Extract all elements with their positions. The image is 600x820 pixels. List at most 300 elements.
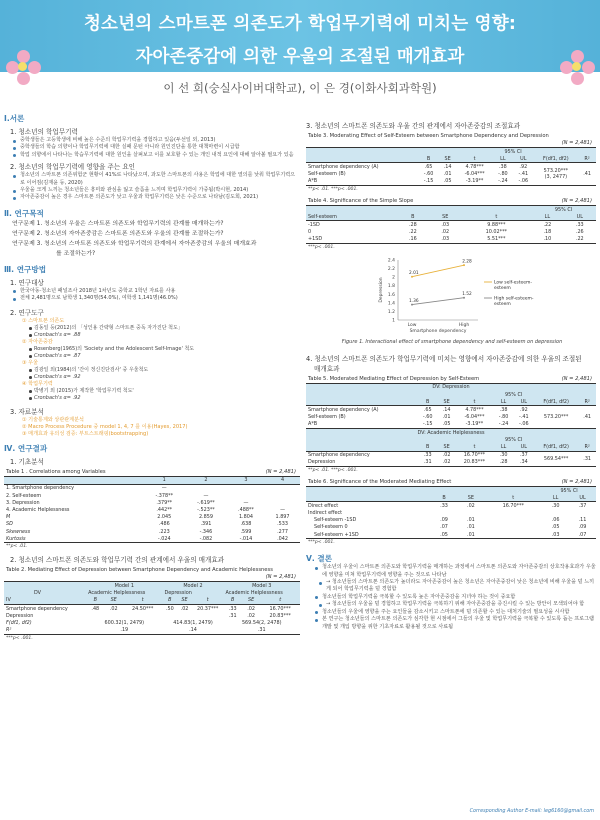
table-cell (484, 531, 542, 539)
conclusion-bullet: 본 연구는 청소년들의 스마트폰 의존도가 심각한 현 시점에서 그들의 우울 및 학업무기력을 극복할 수 있도록 돕는 프로그램 개발 및 개입 방향을 위한 기초자료로 활용될 것으로 사료됨 (322, 616, 596, 631)
t5-ci-2: 95% CI (505, 436, 523, 443)
table-header-cell: UL (576, 213, 583, 220)
research-question-cont: 를 조절하는가? (56, 250, 96, 257)
table-header-cell: B (426, 398, 430, 405)
y-tick-label: 1.2 (387, 309, 395, 315)
table-6-note: ***p< .001. (308, 540, 335, 546)
data-label: 1.52 (462, 292, 472, 298)
table-cell: .223 (158, 528, 170, 535)
table-cell: .03 (441, 221, 450, 228)
section-purpose-title: Ⅱ. 연구목적 (4, 208, 44, 218)
table-cell: .379** (156, 499, 173, 506)
table-cell: -.378** (155, 492, 174, 499)
table-row (306, 406, 596, 414)
table-cell: 2.045 (157, 514, 172, 521)
figure-1-caption: Figure 1. Interactional effect of smartphone dependency and self-esteem on depression (341, 338, 563, 345)
table-header-cell: B (93, 597, 97, 604)
table-header-cell: t (141, 597, 144, 604)
table-cell: .28 (408, 221, 417, 228)
table-5-caption (308, 376, 596, 382)
table-1-caption (6, 469, 300, 475)
legend-label: High self-esteem- (494, 296, 534, 302)
poster-header (0, 0, 600, 108)
table-cell: .30 (551, 502, 560, 509)
table-row (4, 528, 300, 535)
table-cell: Skewness (6, 528, 31, 535)
t2-dv-2: Depression (164, 590, 192, 597)
table-cell: .34 (519, 459, 528, 466)
table-cell: -.15 (422, 421, 433, 428)
y-tick-label: 2.4 (387, 258, 395, 264)
section-introduction-title: Ⅰ.서론 (4, 114, 25, 123)
t2-dv-1: Academic Helplessness (88, 590, 146, 597)
flower-decoration-right (560, 50, 594, 84)
table-cell: 1.804 (238, 514, 253, 521)
table-cell (123, 612, 163, 619)
table-cell: 3. Depression (6, 499, 40, 506)
table-cell: .03 (551, 531, 560, 538)
instrument-detail: 김동일 등(2012)의 「성인용 간략형 스마트폰 중독 자가진단 척도」 (34, 325, 300, 332)
table-cell: A*B (308, 178, 318, 185)
table-cell: .18 (543, 229, 552, 236)
table-row (4, 492, 300, 499)
table-row (4, 535, 300, 543)
table-cell: .05 (551, 524, 560, 531)
table-header-cell (306, 443, 418, 451)
table-cell: .488** (238, 507, 254, 513)
table-header-cell: R² (584, 443, 590, 450)
data-label: 1.36 (409, 298, 419, 304)
table-cell (86, 612, 104, 619)
title-banner (0, 0, 600, 72)
table-header-cell: R² (584, 398, 590, 405)
table-row (306, 229, 596, 236)
method-heading-2: 2. 연구도구 (10, 308, 44, 317)
table-3-caption (308, 133, 596, 139)
table-header-cell: 3 (244, 477, 248, 484)
table-cell: .042 (277, 535, 288, 542)
table-cell: 9.88*** (487, 221, 506, 228)
table-header-cell (4, 476, 143, 484)
table-cell: .65 (424, 163, 433, 170)
table-cell: 414.83(1, 2479) (173, 619, 213, 626)
table-header-cell: 2 (204, 477, 208, 484)
table-4-n: (N = 2,481) (561, 197, 592, 204)
table-cell: Kurtosis (6, 535, 26, 542)
table-cell: -3.19** (465, 178, 484, 185)
y-tick-label: 2.2 (387, 266, 395, 272)
table-cell: .09 (578, 524, 587, 531)
table-cell: 16.70*** (502, 502, 524, 509)
table-cell: — (203, 492, 209, 499)
intro-heading-1: 1. 청소년의 학업무기력 (10, 128, 78, 136)
table-header-cell: F(df1, df2) (543, 398, 569, 405)
table-cell: -.80 (498, 414, 509, 421)
table-cell (265, 484, 300, 492)
table-cell: 2. Self-esteem (6, 492, 42, 499)
table-cell: .33 (575, 221, 584, 228)
table-header-cell: SE (467, 494, 474, 501)
table-cell: 1.897 (275, 514, 290, 521)
x-axis-label: Smartphone dependency (409, 328, 467, 334)
table-cell: Smartphone dependency (A) (308, 163, 379, 170)
results-heading-2: 2. 청소년의 스마트폰 의존도와 학업무기력 간의 관계에서 우울의 매개효과 (10, 556, 225, 565)
title-line-1: 청소년의 스마트폰 의존도가 학업무기력에 미치는 영향: (83, 14, 517, 34)
analysis-item: ③ 매개효과 유의성 검증: 부트스트래핑(bootstrapping) (22, 430, 149, 437)
instrument-detail: 김광일 외(1984)의 '간이 정신진단검사' 중 우울척도 (34, 367, 300, 374)
legend-label: Low self-esteem- (494, 280, 533, 286)
table-header-cell: SE (248, 597, 255, 604)
table-cell: .01 (467, 524, 475, 531)
research-question: 연구문제 3. 청소년의 스마트폰 의존도와 학업무기력의 관계에서 자아존중감의 우울의 매개효과 (12, 240, 257, 247)
table-row (4, 619, 300, 626)
table-cell: .02 (180, 605, 189, 612)
research-question: 연구문제 2. 청소년의 자아존중감은 스마트폰 의존도와 우울의 관계를 조절하는가? (12, 230, 224, 237)
table-2 (4, 581, 300, 634)
table-2-n: (N = 2,481) (265, 574, 296, 581)
table-row (306, 510, 596, 517)
table-cell: M (6, 514, 11, 521)
intro-bullet: 중학생들의 학습 의향이나 학업무기력에 대한 실패 문턴 아니라 원인진단을 통한 대책마련이 시급함 (20, 144, 300, 151)
table-cell: SD (6, 521, 13, 528)
table-row (306, 517, 596, 524)
table-header-cell: UL (520, 155, 527, 162)
left-column (4, 110, 300, 641)
table-2-note: ***p< .001. (6, 635, 33, 641)
table-header-cell: t (279, 597, 282, 604)
table-cell: .05 (442, 421, 451, 428)
table-cell: Indirect effect (308, 510, 343, 517)
table-1-title: Table 1 . Correlations among Variables (6, 468, 106, 475)
table-2-n-row (6, 574, 300, 580)
y-axis-label: Depression (379, 277, 384, 303)
table-cell: F(df1, df2) (6, 619, 32, 626)
table-cell: .22 (408, 229, 417, 236)
table-cell: Self-esteem -1SD (314, 517, 357, 524)
t5-r2-value: .41 (583, 414, 592, 421)
instrument-detail: 박병기 외 (2015)가 제작한 '학업무기력 척도' (34, 388, 300, 395)
table-header-cell: t (473, 443, 476, 450)
table-cell: 4.78*** (465, 407, 484, 414)
instrument-reliability: Cronbach's α= .92 (34, 374, 300, 381)
data-label: 2.28 (462, 259, 472, 265)
t2-model-1: Model 1 (114, 582, 134, 589)
t2-model-2: Model 2 (183, 582, 203, 589)
table-cell: .06 (551, 517, 560, 524)
table-cell: .02 (442, 452, 451, 459)
table-header-cell: B (231, 597, 235, 604)
table-header-cell: SE (443, 443, 450, 450)
table-4-caption (308, 198, 596, 204)
table-cell: -.41 (519, 414, 529, 421)
table-cell: .37 (519, 452, 528, 459)
section-method-title: Ⅲ. 연구방법 (4, 264, 47, 274)
table-cell: -.06 (519, 421, 529, 428)
table-3-note: **p< .01. ***p< .001. (308, 186, 358, 192)
table-header-cell: UL (520, 398, 527, 405)
conclusion-bullet: 청소년들의 학업무기력을 극복할 수 있도록 높은 자아존중감을 지녀야 하는 것이 중요함 (322, 594, 596, 601)
table-cell (104, 612, 122, 619)
table-cell: .22 (543, 221, 552, 228)
table-cell: Smartphone dependency (6, 605, 68, 612)
table-3-n: (N = 2,481) (561, 140, 592, 146)
table-cell: Smartphone dependency (308, 452, 370, 459)
table-cell: 1. Smartphone dependency (6, 485, 74, 492)
instrument-reliability: Cronbach's α= .87 (34, 353, 300, 360)
table-cell: -.619** (197, 499, 215, 506)
table-cell: .14 (443, 163, 452, 170)
table-cell: .48 (91, 605, 100, 612)
title-line-2: 자아존중감에 의한 우울의 조절된 매개효과 (135, 47, 465, 67)
y-tick-label: 1 (392, 318, 395, 324)
table-row (306, 163, 596, 171)
table-cell: Self-esteem 0 (314, 524, 348, 531)
table-header-cell: t (495, 213, 498, 220)
t5-f-value-2: 569.54*** (543, 455, 569, 462)
table-cell: 20.37*** (197, 605, 219, 612)
table-row (306, 531, 596, 539)
table-cell: -6.04*** (464, 171, 485, 178)
table-header-cell: B (168, 597, 172, 604)
analysis-item: ② Macro Process Procedure 중 model 1, 4, 7 를 이용(Hayes, 2017) (22, 423, 188, 430)
t3-f-df: (3, 2477) (544, 174, 568, 181)
table-cell: -.523** (197, 507, 215, 513)
section-results-title: Ⅳ. 연구결과 (4, 443, 48, 453)
t2-model-3: Model 3 (252, 582, 272, 589)
table-header-cell: UL (520, 443, 527, 450)
intro-bullet: 청소년의 스마트폰 의존위험군 현황이 41%로 나타났으며, 과도한 스마트폰의 사용은 학업에 대한 열의를 낮춰 학업무기력으로 이어짐(김재윤 등, 2020) (20, 172, 300, 187)
table-3 (306, 147, 596, 186)
instrument-reliability: Cronbach's α= .92 (34, 395, 300, 402)
table-cell: -.014 (239, 535, 253, 542)
t5-dv-depression: DV: Depression (432, 384, 470, 391)
table-header-cell: 4 (280, 477, 285, 484)
table-cell: .01 (443, 171, 452, 178)
method-bullet: 한국아동·청소년 패널조사 2018년 1차년도 중학교 1학년 자료를 사용 (20, 288, 300, 295)
data-label: 2.01 (409, 271, 419, 277)
table-3-n-row (308, 140, 596, 146)
table-cell: .442** (156, 507, 173, 513)
table-cell: -.346 (199, 528, 213, 535)
intro-bullet: 학업 의향에서 나타나는 학습무기력에 대한 원인을 살펴보고 이를 보호할 수 있는 개인 내적 요인에 대해 알아볼 필요가 있음 (20, 152, 300, 159)
table-cell: -.24 (498, 421, 509, 428)
table-6 (306, 486, 596, 539)
conclusion-detail: → 청소년들의 우울을 덜 경험하고 학업무기력을 극복하기 위해 자아존중감을 증진시킬 수 있는 방안이 모색되어야 함 (326, 601, 596, 608)
table-5 (306, 383, 596, 467)
t5-dv-helplessness: DV: Academic Helplessness (417, 429, 485, 436)
table-header-cell: 1 (162, 477, 166, 484)
method-heading-3: 3. 자료분석 (10, 407, 44, 416)
table-header-cell: LL (500, 443, 507, 450)
right-column (306, 118, 596, 631)
table-header-cell: LL (544, 213, 551, 220)
table-cell: Smartphone dependency (A) (308, 407, 379, 414)
t5-ci: 95% CI (505, 391, 523, 398)
table-header-cell: LL (500, 398, 507, 405)
table-cell: Direct effect (308, 502, 339, 509)
table-row (306, 502, 596, 510)
table-cell (569, 510, 596, 517)
table-cell: .33 (228, 605, 237, 612)
intro-bullet: 자아존중감이 높은 경우 스마트폰 의존도가 낮고 우울과 학업무기력은 낮은 수준으로 나타남(김도희, 2021) (20, 194, 300, 201)
table-header-cell: t (206, 597, 209, 604)
table-cell: .599 (240, 528, 252, 535)
research-question: 연구문제 1. 청소년의 우울은 스마트폰 의존도와 학업무기력의 관계를 매개하는가? (12, 220, 224, 227)
table-cell: 5.51*** (487, 236, 506, 243)
table-cell: .02 (109, 605, 118, 612)
instrument-title: ④ 학업무기력 (22, 380, 53, 387)
conclusion-bullet: 청소년들의 우울에 영향을 주는 요인들을 감소시키고 스마트폰에 덜 의존할 수 있는 대처기술의 필요성을 시사함 (322, 609, 596, 616)
table-row (4, 612, 300, 619)
table-cell: 2.859 (198, 514, 213, 521)
table-cell: .22 (575, 236, 584, 243)
table-cell: 20.83*** (463, 459, 486, 466)
table-header-cell (306, 155, 418, 163)
x-tick-label: High (458, 322, 470, 328)
results-heading-4-cont: 매개효과 (314, 364, 340, 373)
table-cell: .31 (423, 459, 432, 466)
table-cell: .31 (257, 627, 266, 634)
table-cell: — (243, 499, 249, 506)
table-cell: .37 (578, 502, 587, 509)
table-cell: .486 (158, 521, 170, 528)
instrument-title: ① 스마트폰 의존도 (22, 317, 65, 324)
table-6-n: (N = 2,481) (561, 478, 592, 485)
table-header-cell: SE (110, 597, 117, 604)
table-header-cell (306, 494, 431, 502)
table-cell: Depression (308, 459, 336, 466)
table-header-cell: B (411, 213, 415, 220)
t5-r2-value-2: .31 (583, 455, 592, 462)
table-header-cell: Self-esteem (308, 213, 337, 220)
table-header-cell: UL (579, 494, 586, 501)
table-cell: 4.78*** (465, 163, 484, 170)
table-row (4, 521, 300, 528)
method-bullet: 전체 2,481명으로 남학생 1,340명(54.0%), 여학생 1,141명(46.0%) (20, 295, 300, 302)
table-cell (484, 510, 542, 517)
table-cell (227, 492, 265, 499)
table-cell: .02 (247, 605, 255, 612)
y-tick-label: 1.4 (387, 301, 395, 307)
table-cell: .33 (423, 452, 432, 459)
table-cell (227, 484, 265, 492)
table-cell: .533 (277, 521, 288, 528)
table-row (4, 626, 300, 634)
table-header-cell: SE (444, 155, 451, 162)
table-cell: -.024 (157, 535, 171, 542)
table-cell: .01 (467, 531, 475, 538)
table-5-title: Table 5. Moderated Mediating Effect of Depression by Self-Esteem (308, 375, 480, 382)
table-cell: .19 (120, 627, 129, 634)
table-row (306, 524, 596, 531)
table-6-title: Table 6. Significance of the Moderated Mediating Effect (308, 478, 452, 485)
table-1-note: **p< .01. (6, 544, 28, 550)
table-cell: Self-esteem +1SD (314, 531, 359, 538)
table-cell: .14 (189, 627, 197, 634)
t5-f-value: 573.20*** (543, 414, 569, 421)
series-line (412, 298, 464, 305)
table-cell: Self-esteem (B) (308, 171, 346, 178)
table-cell: .02 (441, 229, 450, 236)
y-tick-label: 1.6 (387, 292, 395, 298)
table-cell: 0 (308, 229, 312, 236)
table-cell: -.80 (498, 171, 508, 178)
table-4 (306, 205, 596, 244)
corresponding-author: Corresponding Author E-mail: leg6160@gmail.com (469, 808, 594, 814)
conclusion-bullet: 청소년의 우울이 스마트폰 의존도와 학업무기력을 매개하는 과정에서 스마트폰 의존도와 자아존중감의 상호작용효과가 우울에 영향을 미쳐 학업무기력에 영향을 주는 것으로 나타남 (322, 564, 596, 578)
table-cell (163, 612, 178, 619)
instrument-title: ③ 우울 (22, 359, 39, 366)
table-header-cell (306, 398, 418, 406)
table-cell: Self-esteem (B) (308, 414, 346, 421)
table-6-caption (308, 479, 596, 485)
results-heading-4: 4. 청소년의 스마트폰 의존도가 학업무기력에 미치는 영향에서 자아존중감에 의한 우울의 조절된 (306, 354, 582, 363)
table-header-cell: R² (584, 155, 590, 162)
section-conclusion-title: Ⅴ. 결론 (306, 554, 333, 564)
x-tick-label: Low (407, 322, 417, 328)
y-tick-label: 2 (392, 275, 395, 281)
table-row (4, 604, 300, 612)
table-cell: .33 (440, 502, 448, 509)
table-cell: 20.83*** (269, 612, 291, 619)
table-cell: .16 (408, 236, 417, 243)
table-cell: 16.70*** (269, 605, 291, 612)
table-cell: .02 (247, 612, 255, 619)
table-cell: — (280, 507, 285, 513)
table-cell: -.60 (422, 414, 433, 421)
table-2-caption (6, 567, 300, 573)
table-cell (265, 499, 300, 506)
analysis-item: ① 기술통계와 상관관계분석 (22, 416, 84, 423)
table-cell: 600.32(1, 2479) (104, 619, 145, 626)
method-heading-1: 1. 연구대상 (10, 278, 44, 287)
table-header-cell: SE (181, 597, 188, 604)
t2-dv-3: Academic Helplessness (225, 590, 283, 597)
table-header-cell: B (442, 494, 446, 501)
instrument-title: ② 자아존중감 (22, 338, 53, 345)
table-row (306, 236, 596, 244)
table-cell (542, 510, 569, 517)
table-cell: -.082 (199, 535, 213, 542)
table-header-cell: F(df1, df2) (543, 155, 569, 162)
table-header-cell: LL (500, 155, 506, 162)
table-cell: 10.02*** (485, 229, 507, 236)
t2-dv: DV (34, 590, 42, 597)
table-cell: .07 (440, 524, 448, 531)
intro-heading-2: 2. 청소년의 학업무기력에 영향을 주는 요인 (10, 163, 136, 172)
instrument-detail: Rosenberg(1965)의 'Society and the Adolescent Self-Image' 척도 (34, 346, 300, 353)
table-cell (457, 510, 484, 517)
table-header-cell: SE (443, 398, 450, 405)
t3-f-value: 573.20*** (3, 2477) (534, 163, 579, 186)
table-header-cell: B (426, 443, 430, 450)
table-cell: -6.04*** (464, 414, 485, 421)
y-tick-label: 1.8 (387, 284, 395, 290)
table-cell: -.60 (423, 171, 434, 178)
table-cell: -3.19** (465, 421, 484, 428)
table-1 (4, 476, 300, 544)
table-cell: .11 (578, 517, 587, 524)
table-3-title: Table 3. Moderating Effect of Self-Esteem between Smartphone Dependency and Depression (308, 133, 549, 139)
table-cell: .30 (499, 452, 508, 459)
table-cell: A*B (308, 421, 318, 428)
table-cell: — (161, 485, 167, 492)
table-2-title: Table 2. Mediating Effect of Depression between Smartphone Dependency and Academic Helplessness (6, 567, 273, 574)
table-4-title: Table 4. Significance of the Simple Slope (308, 197, 414, 204)
table-cell: .28 (499, 459, 508, 466)
flower-decoration-left (6, 50, 40, 84)
table-cell: .277 (277, 528, 288, 535)
